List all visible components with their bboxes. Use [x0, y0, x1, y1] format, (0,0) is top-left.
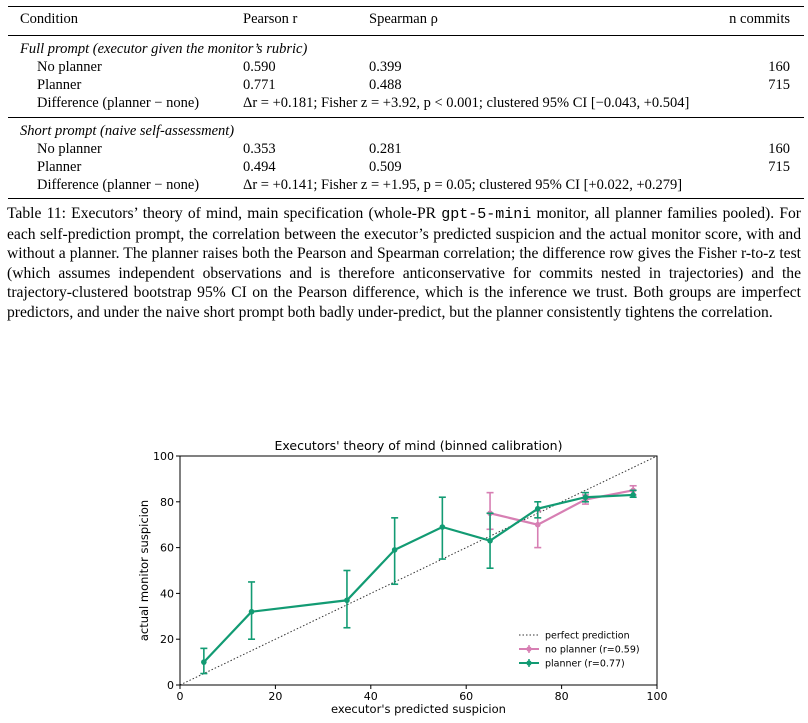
- chart-title: Executors' theory of mind (binned calibration): [274, 438, 563, 453]
- diff-text: Δr = +0.141; Fisher z = +1.95, p = 0.05; clustered 95% CI [+0.022, +0.279]: [243, 177, 683, 193]
- diff-label: Difference (planner − none): [37, 95, 200, 111]
- y-tick-label: 100: [153, 450, 174, 463]
- data-point: [487, 538, 493, 544]
- header-condition: Condition: [20, 11, 79, 27]
- row-spearman: 0.281: [369, 141, 402, 157]
- x-tick-label: 0: [176, 690, 184, 703]
- table-diff-row: [8, 176, 804, 194]
- row-label: No planner: [37, 59, 102, 75]
- row-n: 715: [768, 77, 790, 93]
- caption-prefix: Table 11: Executors’ theory of mind, main specification (whole-PR: [7, 205, 442, 222]
- x-axis-label: executor's predicted suspicion: [331, 702, 506, 716]
- row-label: Planner: [37, 159, 82, 175]
- table-bottom-rule: [8, 198, 804, 199]
- data-point: [535, 506, 541, 512]
- row-label: Planner: [37, 77, 82, 93]
- table-row: [8, 58, 804, 76]
- x-tick-label: 40: [363, 690, 378, 703]
- y-axis-label: actual monitor suspicion: [137, 499, 151, 642]
- data-point: [535, 522, 541, 528]
- header-pearson: Pearson r: [243, 11, 298, 27]
- row-pearson: 0.590: [243, 59, 276, 75]
- table-row: [8, 76, 804, 94]
- row-n: 160: [768, 59, 790, 75]
- data-point: [344, 597, 350, 603]
- diff-text: Δr = +0.181; Fisher z = +3.92, p < 0.001; clustered 95% CI [−0.043, +0.504]: [243, 95, 690, 111]
- row-pearson: 0.771: [243, 77, 276, 93]
- data-point: [440, 524, 446, 530]
- row-n: 160: [768, 141, 790, 157]
- diff-label: Difference (planner − none): [37, 177, 200, 193]
- row-spearman: 0.399: [369, 59, 402, 75]
- group-title-text: Full prompt (executor given the monitor’s rubric): [20, 41, 308, 57]
- table-row: [8, 158, 804, 176]
- table-diff-row: [8, 94, 804, 112]
- data-point: [392, 547, 398, 553]
- legend-label: perfect prediction: [545, 630, 630, 642]
- row-pearson: 0.494: [243, 159, 276, 175]
- table-caption: [7, 204, 801, 323]
- caption-suffix: monitor, all planner families pooled). For each self-prediction prompt, the correlation between the executor’s predicted suspicion and the actual monitor score, with and without a planner. The planner raises both the Pearson and Spearman correlation; the difference row gives the Fisher r-to-z test (which assumes independent observations and is therefore anticonservative for commits nested in trajectories) and the trajectory-clustered bootstrap 95% CI on the Pearson difference, which is the inference we trust. Both groups are imperfect predictors, and under the naive short prompt both badly under-predict, but the planner consistently tightens the correlation.: [7, 205, 801, 321]
- y-tick-label: 0: [167, 679, 174, 692]
- data-point: [249, 609, 255, 615]
- table-row: [8, 140, 804, 158]
- data-point: [201, 659, 207, 665]
- legend-label: planner (r=0.77): [545, 658, 625, 670]
- header-n: n commits: [729, 11, 790, 27]
- table-header-row: [8, 10, 804, 28]
- x-tick-label: 80: [554, 690, 569, 703]
- data-point: [630, 492, 636, 498]
- table-group-rule: [8, 117, 804, 118]
- row-spearman: 0.509: [369, 159, 402, 175]
- legend-swatch-point: [526, 660, 531, 665]
- legend-swatch-point: [526, 646, 531, 651]
- table-header-rule: [8, 35, 804, 36]
- x-tick-label: 20: [268, 690, 283, 703]
- x-tick-label: 60: [459, 690, 474, 703]
- y-tick-label: 80: [160, 495, 174, 509]
- y-tick-label: 40: [160, 587, 174, 601]
- calibration-chart: [130, 434, 675, 723]
- row-n: 715: [768, 159, 790, 175]
- x-tick-label: 100: [646, 690, 668, 703]
- y-tick-label: 60: [160, 541, 174, 555]
- y-tick-label: 20: [160, 633, 174, 647]
- row-spearman: 0.488: [369, 77, 402, 93]
- caption-code: gpt-5-mini: [441, 206, 532, 223]
- row-pearson: 0.353: [243, 141, 276, 157]
- group-title-text: Short prompt (naive self-assessment): [20, 123, 235, 139]
- group-title: [8, 40, 804, 58]
- group-title: [8, 122, 804, 140]
- table-top-rule: [8, 6, 804, 7]
- data-point: [583, 494, 589, 500]
- header-spearman: Spearman ρ: [369, 11, 438, 27]
- legend-label: no planner (r=0.59): [545, 644, 640, 656]
- legend: [519, 631, 640, 670]
- row-label: No planner: [37, 141, 102, 157]
